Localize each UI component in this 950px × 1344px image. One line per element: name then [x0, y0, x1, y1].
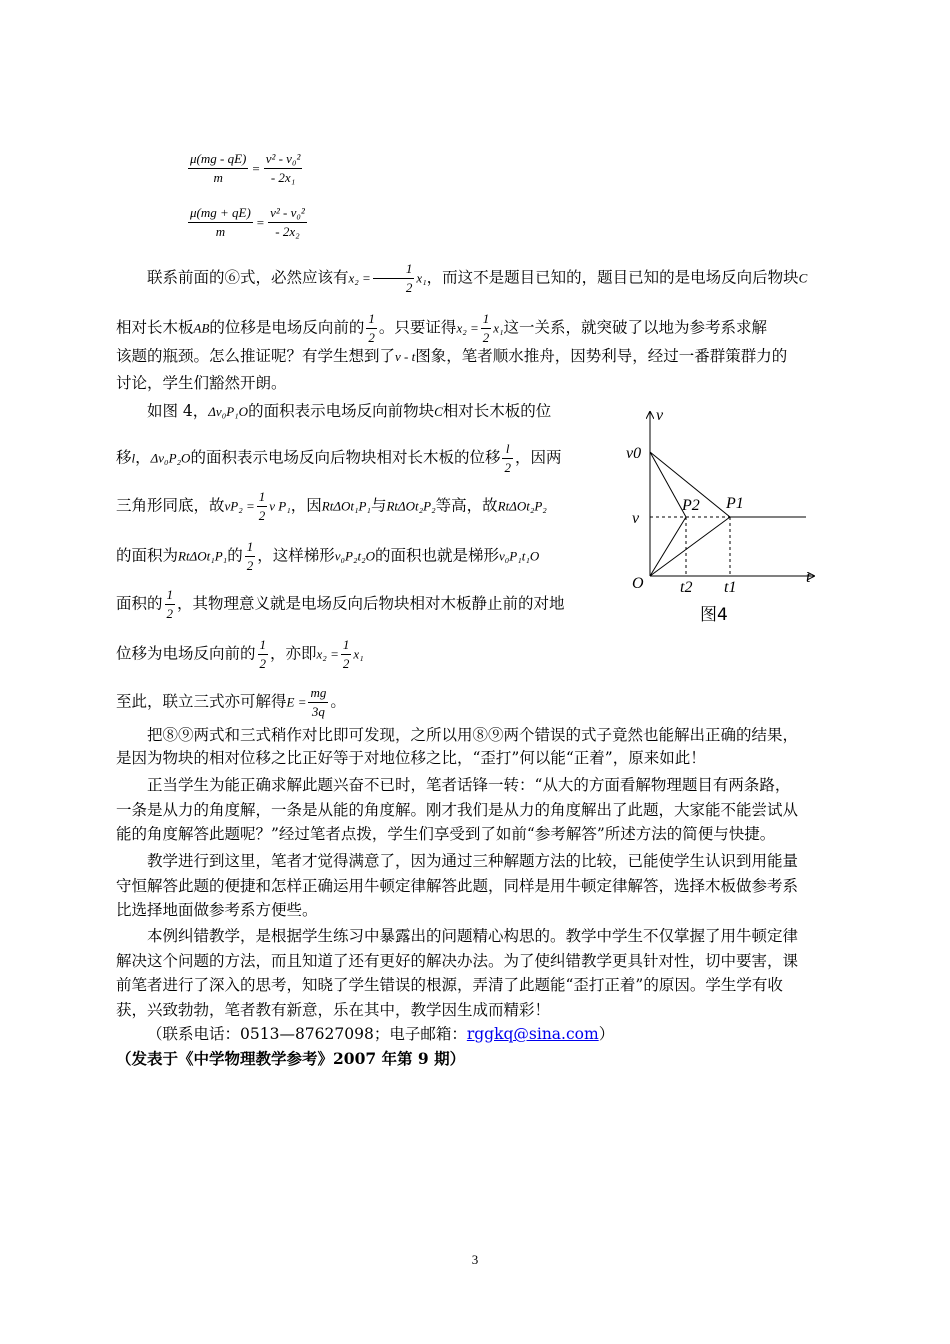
paragraph-line: 一条是从力的角度解，一条是从能的角度解。刚才我们是从力的角度解出了此题，大家能不能尝试从 — [116, 801, 799, 819]
eq1-lhs-num: μ(mg - qE) — [188, 150, 248, 169]
eq1-lhs — [188, 150, 248, 187]
eq2-lhs — [188, 204, 253, 241]
frac-den: 2 — [368, 330, 375, 345]
fraction-l-half — [502, 440, 513, 477]
math-rt-2: RtΔOt₂P₂ — [497, 498, 547, 514]
paragraph-line: 前笔者进行了深入的思考，知晓了学生错误的根源，弄清了此题能“歪打正着”的原因。学生学有收 — [116, 976, 783, 994]
text: 图象，笔者顺水推舟，因势利导，经过一番群策群力的 — [415, 347, 788, 365]
text: 的面积表示电场反向前物块 — [248, 402, 435, 420]
paragraph-line: 比选择地面做参考系方便些。 — [116, 901, 318, 919]
text: 位移为电场反向前的 — [116, 644, 256, 663]
text: 该题的瓶颈。怎么推证呢？有学生想到了 — [116, 347, 396, 365]
math-vp1: v P₁ — [269, 498, 291, 514]
text: 的 — [227, 546, 243, 565]
fraction-half — [373, 260, 415, 297]
math-x2: x₂ = — [348, 270, 371, 286]
para2-line1 — [116, 400, 616, 423]
math-x2: x₂ = — [316, 646, 339, 662]
text: ，因两 — [514, 448, 562, 467]
contact-line — [116, 1023, 838, 1045]
fraction-half — [257, 488, 268, 525]
frac-den: 2 — [246, 558, 254, 573]
line-o-p2 — [650, 517, 686, 576]
para2-line5 — [116, 586, 616, 623]
paragraph-line: 本例纠错教学，是根据学生练习中暴露出的问题精心构思的。教学中学生不仅掌握了用牛顿定律 — [147, 927, 799, 945]
equation-1: $\frac{\mu(mg - qE)}{m}$ = $\frac{\text{v² - v₀²}}{\text{- 2x₁}}$ — [190, 151, 301, 185]
eq1-rhs-num: v² - v₀² — [264, 150, 303, 169]
text: 移 — [116, 448, 132, 467]
text: ，而这不是题目已知的，题目已知的是电场反向后物块 — [426, 268, 799, 287]
paragraph-line: 正当学生为能正确求解此题兴奋不已时，笔者话锋一转：“从大的方面看解物理题目有两条路， — [147, 776, 791, 794]
text: 至此，联立三式亦可解得 — [116, 692, 287, 711]
para2-line2 — [116, 440, 616, 477]
line-v0-p2 — [650, 452, 686, 517]
text: 的面积为 — [116, 546, 179, 565]
text: ， — [135, 448, 151, 467]
text: 三角形同底，故 — [116, 496, 225, 515]
page-number: 3 — [471, 1252, 479, 1267]
para1-line3 — [116, 345, 838, 368]
figure-4-vt-graph — [622, 404, 832, 634]
text: 面积的 — [116, 594, 163, 613]
para2-line6 — [116, 636, 616, 673]
math-triangle-2: Δv₀P₂O — [150, 450, 191, 466]
figure-caption: 图4 — [700, 605, 728, 625]
label-p2: P2 — [682, 497, 700, 514]
email-link[interactable]: rggkq@sina.com — [466, 1025, 599, 1043]
paragraph-line: 教学进行到这里，笔者才觉得满意了，因为通过三种解题方法的比较，已能使学生认识到用能量 — [147, 852, 799, 870]
label-t-axis: t — [806, 569, 811, 586]
frac-num: 1 — [481, 310, 492, 329]
text: 这一关系，就突破了以地为参考系求解 — [503, 318, 768, 337]
fraction-mg-3q — [308, 684, 328, 721]
label-v0: v0 — [626, 445, 642, 462]
math-x1: x₁ — [353, 646, 364, 662]
frac-den: 2 — [482, 330, 490, 345]
frac-den: 2 — [166, 606, 174, 621]
contact-text: ） — [598, 1025, 615, 1043]
frac-num: 1 — [165, 586, 176, 605]
text: 如图 4， — [147, 402, 209, 420]
frac-den: 2 — [504, 460, 511, 475]
math-x1: x₁ — [493, 320, 504, 336]
fraction-half — [481, 310, 492, 347]
label-origin: O — [632, 575, 644, 592]
label-t1: t1 — [724, 579, 737, 596]
line-o-p1 — [650, 517, 730, 576]
math-trapezoid-2: v₀P₁t₁O — [499, 548, 540, 564]
label-p1: P1 — [726, 495, 744, 512]
math-c: C — [434, 404, 443, 419]
eq1-rhs-den: - 2x₁ — [270, 170, 296, 185]
frac-num: 1 — [366, 310, 377, 329]
fraction-half — [165, 586, 176, 623]
paragraph-line: 是因为物块的相对位移之比正好等于对地位移之比，“歪打”何以能“正着”，原来如此！ — [116, 749, 706, 767]
math-vt: v - t — [395, 349, 416, 364]
math-triangle-1: Δv₀P₁O — [208, 404, 249, 419]
frac-num: mg — [308, 684, 328, 703]
text: 联系前面的⑥式，必然应该有 — [147, 268, 349, 287]
text: 等高，故 — [435, 496, 498, 515]
math-rt-1: RtΔOt₁P₁ — [178, 548, 228, 564]
eq2-lhs-den: m — [215, 224, 226, 239]
paragraph-line: 解决这个问题的方法，而且知道了还有更好的解决办法。为了使纠错教学更具针对性，切中要害，课 — [116, 952, 799, 970]
frac-den: 2 — [405, 280, 413, 295]
text: ，亦即 — [270, 644, 317, 663]
frac-num: 1 — [258, 636, 269, 655]
text: 相对长木板的位 — [442, 402, 552, 420]
paragraph-line: 获，兴致勃勃，笔者教有新意，乐在其中，教学因生成而精彩！ — [116, 1001, 551, 1019]
para1-line2 — [116, 310, 838, 347]
text: 。只要证得 — [378, 318, 457, 337]
result-line — [116, 684, 838, 721]
eq1-rhs — [264, 150, 303, 187]
text: 的面积也就是梯形 — [375, 546, 500, 565]
frac-den: 2 — [342, 656, 350, 671]
frac-den: 2 — [258, 508, 266, 523]
eq2-rhs-num: v² - v₀² — [268, 204, 307, 223]
frac-num: 1 — [257, 488, 268, 507]
eq2-rhs-den: - 2x₂ — [275, 224, 300, 239]
paragraph-line: 守恒解答此题的便捷和怎样正确运用牛顿定律解答此题，同样是用牛顿定律解答，选择木板做参考系 — [116, 877, 799, 895]
fraction-half — [366, 310, 377, 347]
label-v: v — [632, 510, 640, 527]
para2-line4 — [116, 538, 616, 575]
fraction-half — [245, 538, 256, 575]
math-trapezoid-1: v₀P₂t₂O — [334, 548, 375, 564]
math-ab: AB — [193, 320, 210, 336]
publication-note: （发表于《中学物理教学参考》2007 年第 9 期） — [116, 1049, 466, 1068]
frac-num: 1 — [341, 636, 352, 655]
para1-line1 — [116, 260, 838, 297]
text: 的面积表示电场反向后物块相对长木板的位移 — [190, 448, 501, 467]
math-e: E = — [286, 694, 307, 710]
text: 的位移是电场反向前的 — [209, 318, 365, 337]
frac-num: 1 — [373, 260, 415, 279]
text: 讨论，学生们豁然开朗。 — [116, 374, 287, 392]
equation-2: $\frac{\mu(mg + qE)}{m}$ = $\frac{\text{v² - v₀²}}{\text{- 2x₂}}$ — [190, 205, 305, 239]
label-v-axis: v — [656, 407, 664, 424]
text: 相对长木板 — [116, 318, 194, 337]
frac-num: 1 — [245, 538, 256, 557]
eq1-lhs-den: m — [213, 170, 223, 185]
para2-line3 — [116, 488, 616, 525]
math-x1: x₁ — [416, 270, 427, 286]
math-c: C — [798, 270, 808, 286]
label-t2: t2 — [680, 579, 693, 596]
text: 。 — [330, 692, 346, 711]
frac-den: 3q — [311, 704, 325, 719]
para1-line4 — [116, 372, 838, 394]
math-x2: x₂ = — [456, 320, 479, 336]
paragraph-line: 把⑧⑨两式和三式稍作对比即可发现，之所以用⑧⑨两个错误的式子竟然也能解出正确的结果， — [147, 726, 799, 744]
text: ，其物理意义就是电场反向后物块相对木板静止前的对地 — [177, 594, 565, 613]
math-l: l — [131, 450, 136, 466]
frac-num: l — [502, 440, 513, 459]
eq2-lhs-num: μ(mg + qE) — [188, 204, 253, 223]
text: 与 — [370, 496, 387, 515]
text: ，因 — [290, 496, 322, 515]
paragraph-line: 能的角度解答此题呢？”经过笔者点拨，学生们享受到了如前“参考解答”所述方法的简便与快捷。 — [116, 825, 776, 843]
math-rt-1: RtΔOt₁P₁ — [321, 498, 371, 514]
math-vp2: vP₂ = — [224, 498, 255, 514]
eq2-rhs — [268, 204, 307, 241]
contact-text: （联系电话：0513—87627098；电子邮箱： — [147, 1025, 467, 1043]
text: ，这样梯形 — [257, 546, 335, 565]
fraction-half — [341, 636, 352, 673]
fraction-half — [258, 636, 269, 673]
math-rt-2: RtΔOt₂P₂ — [386, 498, 436, 514]
frac-den: 2 — [259, 656, 267, 671]
